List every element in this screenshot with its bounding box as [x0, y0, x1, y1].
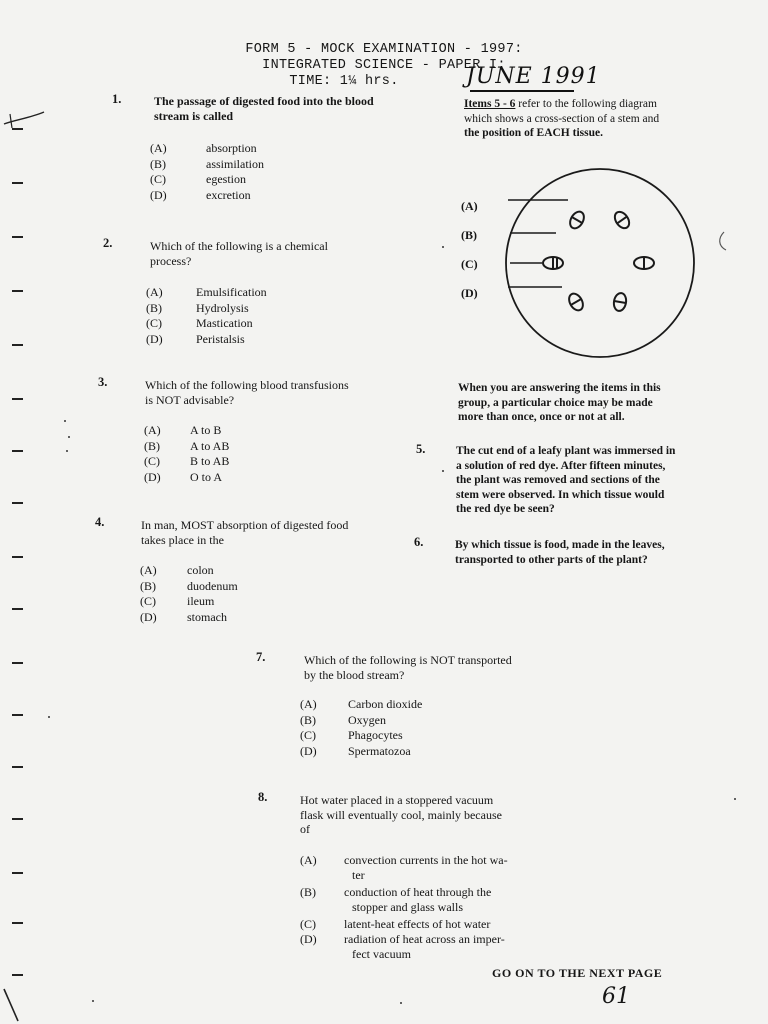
question-3-options [144, 423, 229, 485]
option[interactable]: (B) duodenum [140, 578, 238, 593]
question-1-number: 1. [112, 92, 122, 106]
question-3-text: Which of the following blood transfusions is NOT advisable? [145, 378, 349, 407]
option[interactable]: (B) Oxygen [300, 712, 386, 727]
option[interactable]: (B) A to AB [144, 438, 230, 453]
margin-dash [12, 922, 23, 924]
vascular-bundles [543, 209, 654, 313]
option[interactable]: (A) colon [140, 563, 214, 577]
option[interactable]: (B) assimilation [150, 156, 264, 171]
question-4-number: 4. [95, 515, 105, 529]
question-3-number: 3. [98, 375, 108, 389]
margin-dash [12, 398, 23, 400]
option[interactable]: (D) Peristalsis [146, 331, 245, 346]
question-1-text: The passage of digested food into the blood stream is called [154, 94, 374, 123]
diagram-label-d: (D) [461, 286, 478, 300]
margin-dash [12, 556, 23, 558]
question-7-options [300, 697, 422, 759]
margin-dash [12, 290, 23, 292]
option[interactable]: (A) absorption [150, 141, 257, 155]
option[interactable]: (C) ileum [140, 594, 215, 608]
handwritten-underline [470, 90, 574, 92]
option[interactable]: (A) Emulsification [146, 285, 267, 299]
option[interactable]: (B) Hydrolysis [146, 300, 249, 315]
margin-dash [12, 236, 23, 238]
question-2-number: 2. [103, 236, 113, 250]
diagram-label-b: (B) [461, 228, 477, 242]
margin-dash [12, 662, 23, 664]
question-8-text: Hot water placed in a stoppered vacuum flask will eventually cool, mainly because of [300, 793, 502, 836]
diagram-labels [461, 192, 478, 308]
scan-mark [714, 230, 734, 254]
option[interactable]: (D) excretion [150, 187, 251, 202]
question-5-number: 5. [416, 442, 426, 456]
handwritten-date: JUNE 1991 [466, 64, 601, 89]
page-number: 61 [602, 984, 630, 1009]
exam-header-line1: FORM 5 - MOCK EXAMINATION - 1997: [245, 42, 523, 57]
option[interactable]: (B) conduction of heat through the stopper and glass walls [300, 885, 492, 914]
option[interactable]: (C) Phagocytes [300, 728, 403, 742]
margin-dash [12, 766, 23, 768]
margin-dash [12, 872, 23, 874]
option[interactable]: (D) O to A [144, 469, 223, 484]
margin-dash [12, 502, 23, 504]
question-6-text: By which tissue is food, made in the leaves, transported to other parts of the plant? [455, 539, 665, 566]
option[interactable]: (D) stomach [140, 609, 227, 624]
question-1-options [150, 141, 264, 203]
question-2-options [146, 285, 267, 347]
question-4-text: In man, MOST absorption of digested food takes place in the [141, 518, 349, 547]
diagram-label-a: (A) [461, 199, 478, 213]
exam-header-line2: INTEGRATED SCIENCE - PAPER I: [262, 58, 506, 73]
question-7-text: Which of the following is NOT transported by the blood stream? [304, 653, 512, 682]
question-2-text: Which of the following is a chemical process? [150, 239, 328, 268]
option[interactable]: (A) convection currents in the hot wa- ter [300, 853, 508, 882]
go-on-next-page: GO ON TO THE NEXT PAGE [492, 966, 663, 980]
question-8-options [300, 853, 508, 962]
option[interactable]: (C) latent-heat effects of hot water [300, 917, 491, 931]
option[interactable]: (D) radiation of heat across an imper- fect vacuum [300, 932, 505, 961]
question-7-number: 7. [256, 650, 266, 664]
margin-dash [12, 344, 23, 346]
margin-dash [12, 714, 23, 716]
margin-dash [12, 608, 23, 610]
question-4-options [140, 563, 238, 625]
option[interactable]: (A) A to B [144, 423, 222, 437]
option[interactable]: (C) Mastication [146, 316, 253, 330]
stem-cross-section-diagram [480, 160, 700, 370]
option[interactable]: (D) Spermatozoa [300, 743, 411, 758]
option[interactable]: (C) B to AB [144, 454, 230, 468]
question-6-number: 6. [414, 535, 424, 549]
question-8-number: 8. [258, 790, 268, 804]
margin-dash [12, 450, 23, 452]
exam-header-time: TIME: 1¼ hrs. [289, 74, 399, 89]
option[interactable]: (A) Carbon dioxide [300, 697, 423, 711]
items-5-6-intro: Items 5 - 6 refer to the following diagram which shows a cross-section of a stem and the position of EACH tissue. [464, 98, 660, 139]
margin-dash [12, 974, 23, 976]
margin-dash [12, 182, 23, 184]
margin-dash [12, 818, 23, 820]
scan-mark [0, 985, 24, 1024]
scan-mark [0, 104, 50, 134]
group-instructions: When you are answering the items in this group, a particular choice may be made more than once, once or not at all. [458, 382, 661, 423]
diagram-label-c: (C) [461, 257, 478, 271]
question-5-text: The cut end of a leafy plant was immersed in a solution of red dye. After fifteen minutes, the plant was removed and sections of the stem were observed. In which tissue would the red dye be seen? [456, 445, 676, 515]
option[interactable]: (C) egestion [150, 172, 246, 186]
